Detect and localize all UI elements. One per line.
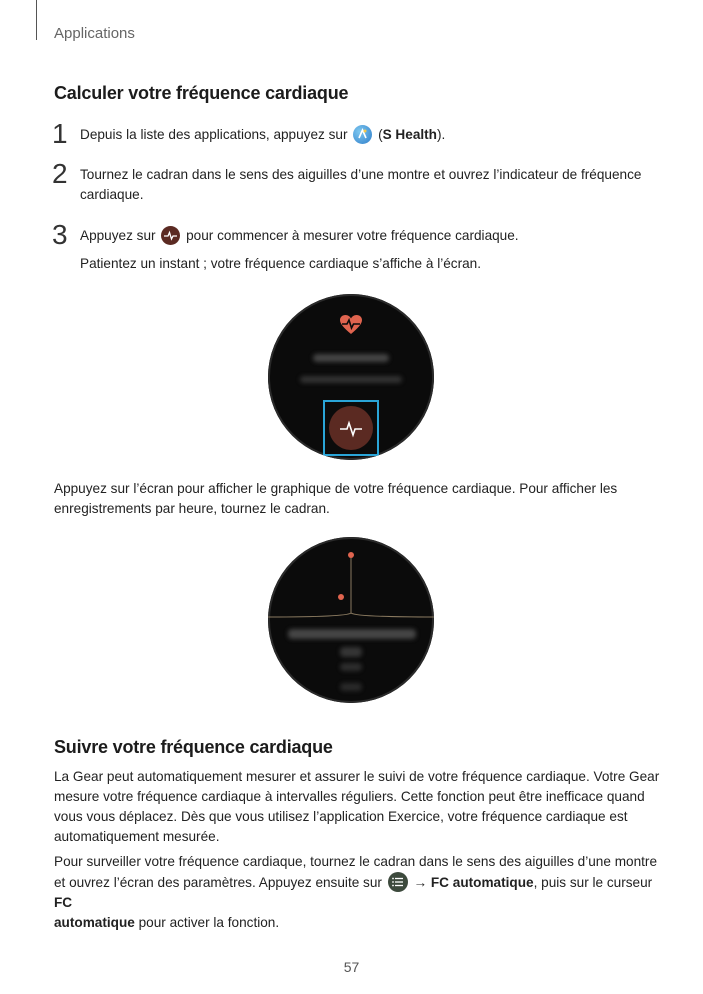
step-1-text: [80, 125, 650, 145]
step-3-sub: Patientez un instant ; votre fréquence cardiaque s’affiche à l’écran.: [80, 256, 482, 271]
graph-point: [348, 552, 354, 558]
para2-post: pour activer la fonction.: [134, 915, 280, 930]
settings-menu-icon: [388, 872, 408, 892]
graph-point: [338, 594, 344, 600]
heart-icon: [339, 314, 363, 336]
blurred-label: [288, 629, 416, 639]
page-number: 57: [343, 959, 360, 975]
para1-line: mesure votre fréquence cardiaque à intervalles réguliers. Cette fonction peut être inefficace quand: [54, 789, 645, 804]
s-health-icon: [353, 125, 372, 144]
header-divider: [36, 0, 37, 40]
step-1-pre: Depuis la liste des applications, appuyez sur: [80, 127, 348, 142]
para2-pre: et ouvrez l’écran des paramètres. Appuyez ensuite sur: [54, 875, 382, 890]
blurred-value: [340, 683, 362, 691]
heart-rate-measure-icon: [161, 226, 180, 245]
paragraph-auto-measure: [54, 767, 664, 847]
step-1-paren: (: [378, 127, 383, 142]
step-2-line2: cardiaque.: [80, 187, 144, 202]
step-3-text: [80, 226, 650, 246]
blurred-value: [340, 647, 362, 657]
section-header: Applications: [54, 25, 135, 42]
pulse-icon: [329, 406, 373, 450]
fc-label: FC: [54, 895, 73, 910]
section-title-track: Suivre votre fréquence cardiaque: [54, 737, 333, 757]
para1-line: La Gear peut automatiquement mesurer et assurer le suivi de votre fréquence cardiaque. Votre Gear: [54, 769, 660, 784]
para2-line2: [54, 872, 674, 913]
automatique-label: automatique: [54, 915, 135, 930]
paragraph-settings: [54, 852, 674, 933]
blurred-label: [313, 354, 389, 362]
s-health-label: S Health: [382, 127, 437, 142]
para2-line3: [54, 913, 674, 933]
arrow: →: [413, 875, 428, 890]
graph-lines: [268, 537, 434, 703]
para1-line: automatiquement mesurée.: [54, 829, 220, 844]
graph-info-line1: Appuyez sur l’écran pour afficher le graphique de votre fréquence cardiaque. Pour afficher les: [54, 481, 618, 496]
step-2-line1: Tournez le cadran dans le sens des aiguilles d’une montre et ouvrez l’indicateur de fréquence: [80, 167, 642, 182]
step-1-post: ).: [436, 127, 446, 142]
step-number: 3: [52, 219, 68, 250]
graph-info-line2: enregistrements par heure, tournez le cadran.: [54, 501, 330, 516]
para2-mid: , puis sur le curseur: [533, 875, 653, 890]
watch-screen-heart-rate: [268, 294, 434, 460]
blurred-sublabel: [300, 376, 402, 383]
para2-line1: Pour surveiller votre fréquence cardiaque, tournez le cadran dans le sens des aiguilles d’une montre: [54, 854, 658, 869]
para1-line: vous vous déplacez. Dès que vous utilisez l’application Exercice, votre fréquence cardiaque est: [54, 809, 628, 824]
measure-button[interactable]: [329, 406, 373, 450]
blurred-value: [340, 663, 362, 671]
step-3-post: pour commencer à mesurer votre fréquence cardiaque.: [186, 228, 519, 243]
watch-screen-heart-rate-graph: [268, 537, 434, 703]
fc-auto-label: FC automatique: [430, 875, 534, 890]
section-title-measure: Calculer votre fréquence cardiaque: [54, 83, 349, 103]
step-3-pre: Appuyez sur: [80, 228, 156, 243]
paragraph-graph-info: [54, 479, 654, 519]
step-number: 1: [52, 118, 68, 149]
step-number: 2: [52, 158, 68, 189]
step-2-text: [80, 165, 650, 205]
